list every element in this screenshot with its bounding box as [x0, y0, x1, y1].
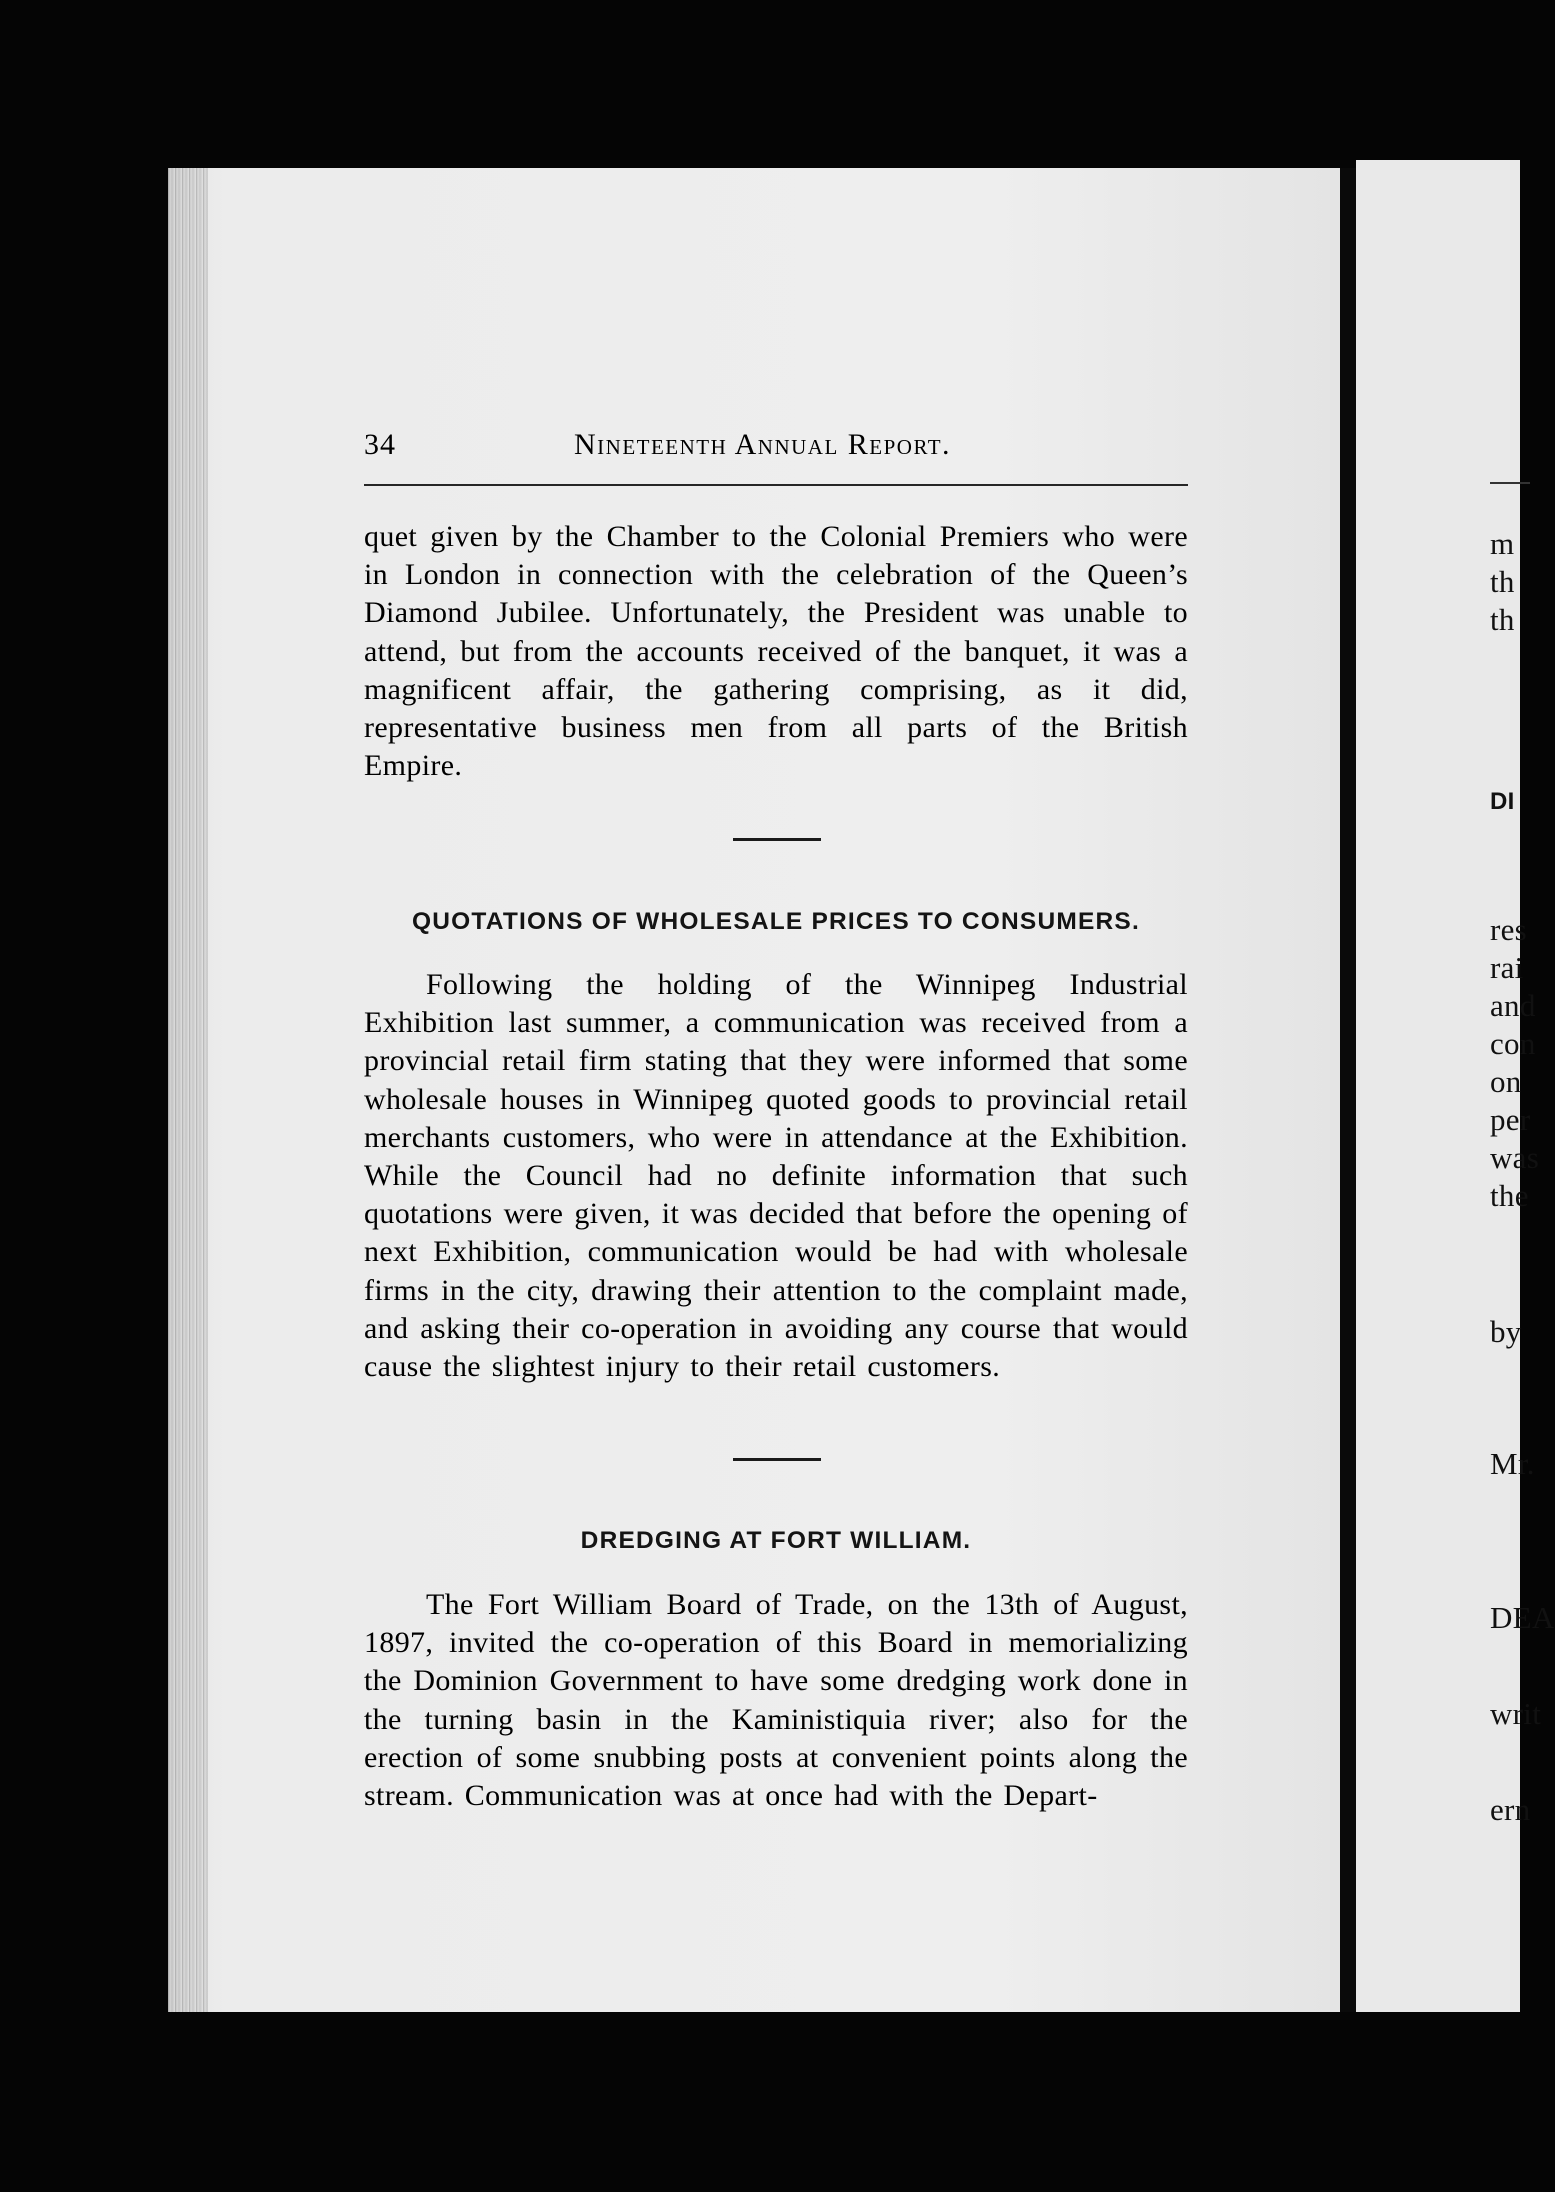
facing-page-text: DEA: [1490, 1600, 1555, 1635]
paragraph-dredging: The Fort William Board of Trade, on the 13th of August, 1897, invited the co-operation of this Board in memorializing the Dominion Government to have some dredging work done in the turning basin in the Kaministiquia river; also for the erection of some snubbing posts at convenient points along the stream. Communication was at once had with the Depart-: [364, 1588, 1188, 1813]
section-heading-wholesale-prices: QUOTATIONS OF WHOLESALE PRICES TO CONSUMERS.: [412, 908, 1140, 935]
facing-page-text: rai: [1490, 950, 1524, 985]
facing-page-text: res: [1490, 912, 1528, 947]
paragraph-wholesale-prices: Following the holding of the Winnipeg Industrial Exhibition last summer, a communication was received from a provincial retail firm stating that they were informed that some wholesale houses in Winnipeg quoted goods to provincial retail merchants customers, who were in attendance at the Exhibition. While the Council had no definite information that such quotations were given, it was decided that before the opening of next Exhibition, communication would be had with wholesale firms in the city, drawing their attention to the complaint made, and asking their co-operation in avoiding any course that would cause the slightest injury to their retail customers.: [364, 968, 1188, 1384]
facing-page-text: and: [1490, 988, 1536, 1023]
paragraph-continued: quet given by the Chamber to the Colonial Premiers who were in London in connection with the celebration of the Queen’s Diamond Jubilee. Unfortunately, the President was unable to attend, but from the accounts received of the banquet, it was a magnificent affair, the gathering comprising, as it did, representative business men from all parts of the British Empire.: [364, 520, 1188, 783]
facing-page-text: m: [1490, 526, 1515, 561]
page-edge-shading: [168, 168, 208, 2012]
facing-page-text: Mr.: [1490, 1446, 1535, 1481]
running-title: Nineteenth Annual Report.: [574, 428, 952, 461]
facing-page-head-rule: [1490, 482, 1530, 484]
facing-page-text: on: [1490, 1064, 1522, 1099]
facing-page-text: per: [1490, 1102, 1531, 1137]
facing-page-text: th: [1490, 602, 1515, 637]
page-number: 34: [364, 428, 396, 461]
facing-page-text: was: [1490, 1140, 1540, 1175]
running-head: [364, 428, 1188, 468]
facing-page-fragment: [1356, 160, 1555, 2012]
book-gutter: [1340, 168, 1356, 2012]
facing-page-text: by: [1490, 1314, 1522, 1349]
header-rule: [364, 484, 1188, 486]
section-heading-dredging: DREDGING AT FORT WILLIAM.: [580, 1527, 972, 1554]
section-divider: [733, 1458, 821, 1461]
facing-page-text: con: [1490, 1026, 1536, 1061]
facing-page-text: ern: [1490, 1792, 1531, 1827]
facing-page-text: the: [1490, 1178, 1529, 1213]
facing-page-heading: DI: [1490, 788, 1515, 815]
facing-page-text: writ: [1490, 1696, 1542, 1731]
facing-page-text: th: [1490, 564, 1515, 599]
section-divider: [733, 838, 821, 841]
